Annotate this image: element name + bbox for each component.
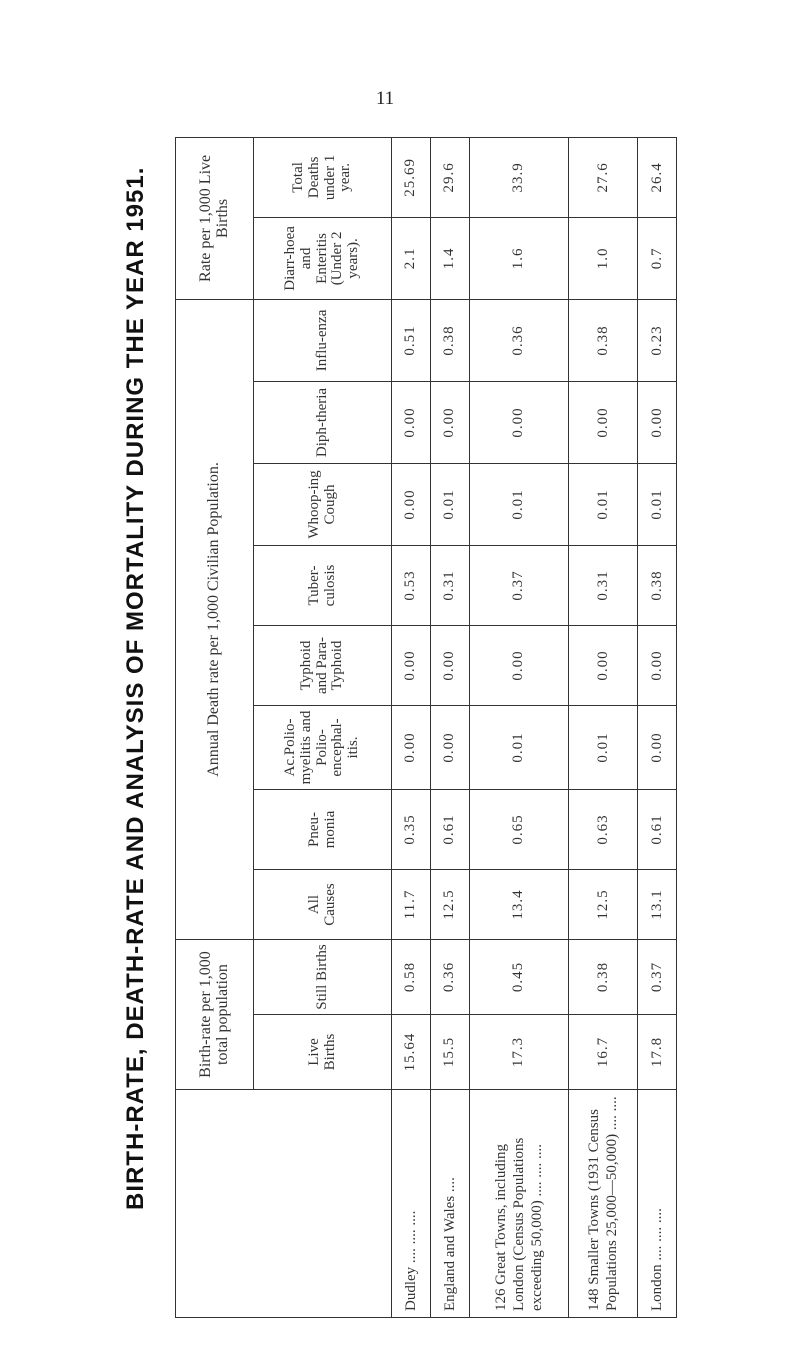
mortality-table-frame xyxy=(175,138,677,1318)
table-cell: 0.00 xyxy=(392,626,431,706)
row-label: London .... .... .... xyxy=(638,1090,677,1318)
table-cell: 2.1 xyxy=(392,217,431,299)
table-cell: 13.4 xyxy=(469,870,568,940)
side-title-band xyxy=(85,0,160,1348)
table-cell: 0.00 xyxy=(569,626,638,706)
table-cell: 0.65 xyxy=(469,790,568,870)
table-cell: 29.6 xyxy=(430,137,469,217)
table-cell: 0.00 xyxy=(469,382,568,464)
mortality-table xyxy=(175,137,677,1318)
table-cell: 0.00 xyxy=(392,382,431,464)
table-cell: 0.01 xyxy=(469,706,568,790)
page-number: 11 xyxy=(375,88,395,109)
row-label: England and Wales .... xyxy=(430,1090,469,1318)
table-cell: 0.38 xyxy=(569,940,638,1015)
table-cell: 17.3 xyxy=(469,1015,568,1090)
mortality-table-rotated xyxy=(175,138,677,1318)
col-header-diphtheria: Diph-theria xyxy=(254,382,392,464)
table-cell: 17.8 xyxy=(638,1015,677,1090)
table-row xyxy=(569,137,638,1317)
col-header-tuberculosis: Tuber-culosis xyxy=(254,546,392,626)
table-cell: 0.00 xyxy=(469,626,568,706)
table-cell: 0.00 xyxy=(392,464,431,546)
table-cell: 27.6 xyxy=(569,137,638,217)
col-header-pneumonia: Pneu-monia xyxy=(254,790,392,870)
table-cell: 0.38 xyxy=(638,546,677,626)
row-label: 148 Smaller Towns (1931 Census Populations 25,000—50,000) .... .... xyxy=(569,1090,638,1318)
table-cell: 0.00 xyxy=(430,706,469,790)
table-cell: 0.45 xyxy=(469,940,568,1015)
corner-cell xyxy=(176,1090,392,1318)
col-header-whooping-cough: Whoop-ing Cough xyxy=(254,464,392,546)
row-label: 126 Great Towns, including London (Census Populations exceeding 50,000) .... .... .... xyxy=(469,1090,568,1318)
table-cell: 0.01 xyxy=(569,464,638,546)
table-cell: 0.37 xyxy=(469,546,568,626)
col-header-typhoid: Typhoid and Para-Typhoid xyxy=(254,626,392,706)
col-header-diarrhoea: Diarr-hoea and Enteritis (Under 2 years). xyxy=(254,217,392,299)
death-rate-group-header: Annual Death rate per 1,000 Civilian Population. xyxy=(176,299,254,939)
table-cell: 0.36 xyxy=(430,940,469,1015)
table-cell: 0.01 xyxy=(430,464,469,546)
table-cell: 0.00 xyxy=(569,382,638,464)
table-cell: 0.01 xyxy=(469,464,568,546)
table-cell: 0.36 xyxy=(469,299,568,381)
col-header-infant-deaths: Total Deaths under 1 year. xyxy=(254,137,392,217)
table-cell: 1.0 xyxy=(569,217,638,299)
table-cell: 0.31 xyxy=(569,546,638,626)
side-title: BIRTH-RATE, DEATH-RATE AND ANALYSIS OF MORTALITY DURING THE YEAR 1951. xyxy=(122,166,149,1210)
table-cell: 0.01 xyxy=(638,464,677,546)
table-cell: 0.35 xyxy=(392,790,431,870)
col-header-live-births: Live Births xyxy=(254,1015,392,1090)
table-cell: 0.00 xyxy=(638,382,677,464)
table-cell: 11.7 xyxy=(392,870,431,940)
table-cell: 12.5 xyxy=(430,870,469,940)
birth-rate-group-header: Birth-rate per 1,000 total population xyxy=(176,940,254,1090)
table-cell: 0.37 xyxy=(638,940,677,1015)
table-cell: 0.00 xyxy=(392,706,431,790)
table-cell: 0.01 xyxy=(569,706,638,790)
table-row xyxy=(430,137,469,1317)
col-header-polio: Ac.Polio-myelitis and Polio-encephal-itis. xyxy=(254,706,392,790)
col-header-influenza: Influ-enza xyxy=(254,299,392,381)
table-row xyxy=(638,137,677,1317)
table-cell: 0.23 xyxy=(638,299,677,381)
table-cell: 0.31 xyxy=(430,546,469,626)
table-cell: 0.61 xyxy=(430,790,469,870)
table-cell: 0.53 xyxy=(392,546,431,626)
table-cell: 0.38 xyxy=(430,299,469,381)
table-cell: 1.4 xyxy=(430,217,469,299)
table-cell: 0.51 xyxy=(392,299,431,381)
table-cell: 33.9 xyxy=(469,137,568,217)
table-cell: 0.00 xyxy=(430,626,469,706)
table-row xyxy=(392,137,431,1317)
table-cell: 1.6 xyxy=(469,217,568,299)
table-cell: 0.63 xyxy=(569,790,638,870)
table-cell: 0.00 xyxy=(638,626,677,706)
table-cell: 13.1 xyxy=(638,870,677,940)
table-cell: 0.7 xyxy=(638,217,677,299)
table-cell: 15.5 xyxy=(430,1015,469,1090)
table-cell: 12.5 xyxy=(569,870,638,940)
infant-rate-group-header: Rate per 1,000 Live Births xyxy=(176,137,254,299)
col-header-still-births: Still Births xyxy=(254,940,392,1015)
table-cell: 0.00 xyxy=(430,382,469,464)
row-label: Dudley .... .... .... xyxy=(392,1090,431,1318)
table-cell: 26.4 xyxy=(638,137,677,217)
table-cell: 0.38 xyxy=(569,299,638,381)
table-cell: 25.69 xyxy=(392,137,431,217)
table-cell: 0.00 xyxy=(638,706,677,790)
table-cell: 15.64 xyxy=(392,1015,431,1090)
col-header-all-causes: All Causes xyxy=(254,870,392,940)
table-cell: 16.7 xyxy=(569,1015,638,1090)
table-cell: 0.58 xyxy=(392,940,431,1015)
table-row xyxy=(469,137,568,1317)
table-cell: 0.61 xyxy=(638,790,677,870)
